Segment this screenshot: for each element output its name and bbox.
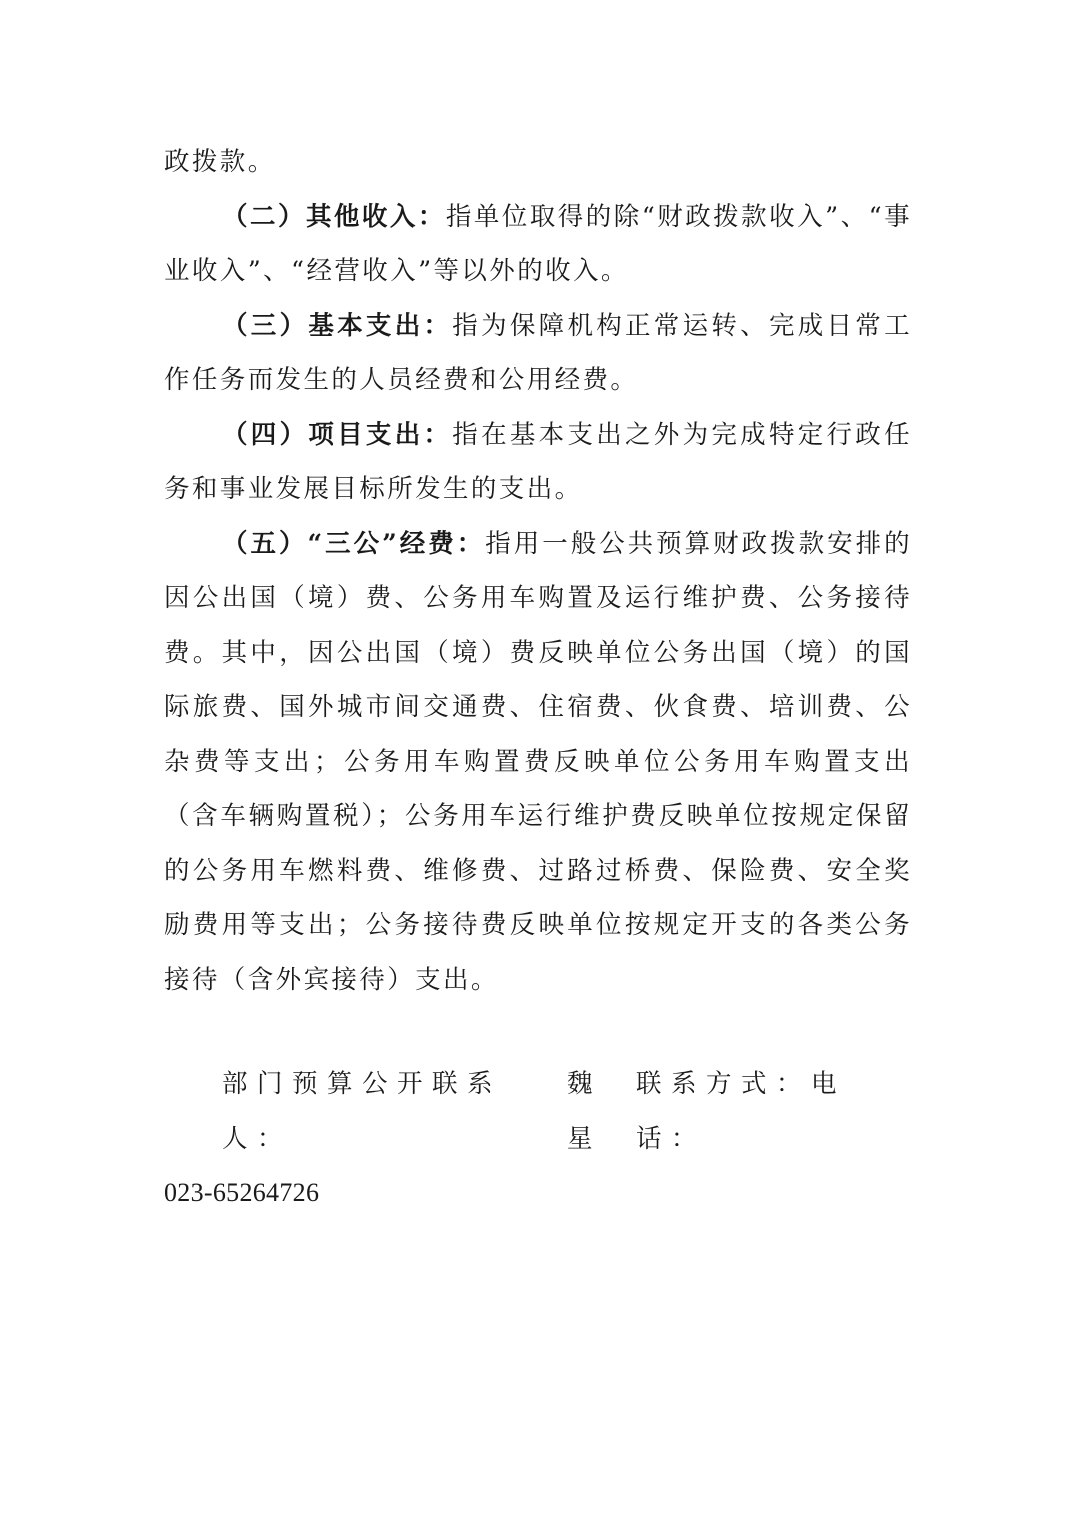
paragraph-continuation [164,135,912,190]
term-heading: （二）其他收入： [222,201,446,232]
paragraph-project-expenditure [164,408,912,517]
contact-person-label: 部门预算公开联系人： [222,1069,503,1154]
paragraph-basic-expenditure [164,299,912,408]
paragraph-three-public-expenses [164,517,912,1008]
paragraph-text: 政拨款。 [164,147,276,177]
contact-line [164,1057,912,1166]
paragraph-text: 指用一般公共预算财政拨款安排的因公出国（境）费、公务用车购置及运行维护费、公务接待费。其中，因公出国（境）费反映单位公务出国（境）的国际旅费、国外城市间交通费、住宿费、伙食费、培训费、公杂费等支出；公务用车购置费反映单位公务用车购置支出（含车辆购置税）；公务用车运行维护费反映单位按规定保留的公务用车燃料费、维修费、过路过桥费、保险费、安全奖励费用等支出；公务接待费反映单位按规定开支的各类公务接待（含外宾接待）支出。 [164,528,912,995]
term-heading: （三）基本支出： [222,310,453,341]
paragraph-text: 指为保障机构正常运转、完成日常工作任务而发生的人员经费和公用经费。 [164,310,912,395]
document-body [164,135,912,1007]
contact-block [164,1057,912,1221]
contact-method-label: 联系方式：电话： [636,1069,847,1154]
contact-phone: 023-65264726 [164,1178,320,1207]
paragraph-text: 指单位取得的除“财政拨款收入”、“事业收入”、“经营收入”等以外的收入。 [164,201,913,286]
term-heading: （四）项目支出： [222,419,453,450]
paragraph-text: 指在基本支出之外为完成特定行政任务和事业发展目标所发生的支出。 [164,419,912,504]
term-heading: （五）“三公”经费： [222,528,486,559]
paragraph-other-income [164,190,912,299]
contact-person-name: 魏星 [567,1069,603,1154]
